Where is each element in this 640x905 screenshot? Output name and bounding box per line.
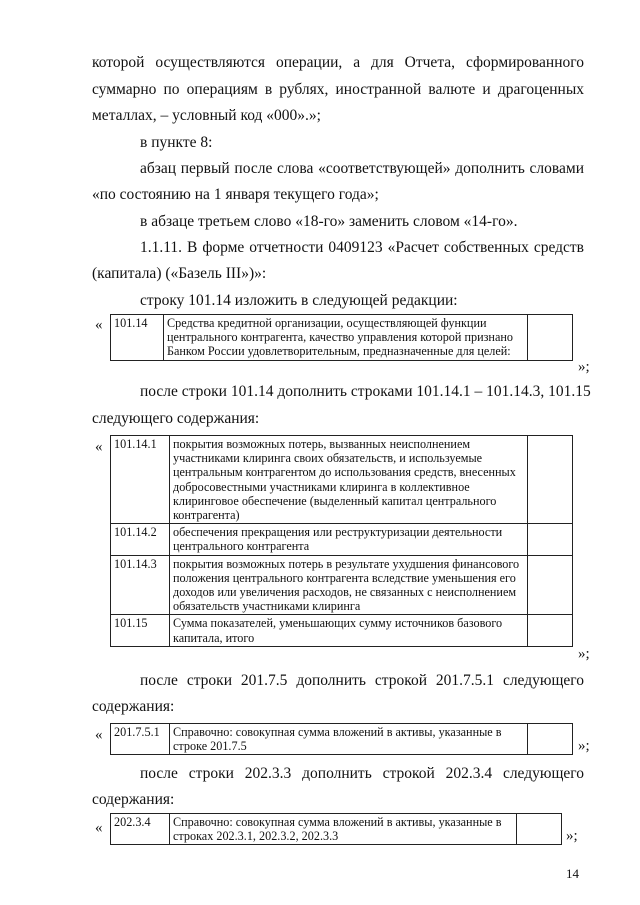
row-code: 101.14 bbox=[111, 315, 164, 361]
value-cell bbox=[517, 814, 562, 845]
row-description: Справочно: совокупная сумма вложений в активы, указанные в строках 202.3.1, 202.3.2, 202.3.3 bbox=[170, 814, 517, 845]
paragraph-line: после строки 202.3.3 дополнить строкой 202.3.4 следующего bbox=[140, 765, 584, 782]
quote-close: »; bbox=[578, 359, 590, 375]
row-description: Сумма показателей, уменьшающих сумму источников базового капитала, итого bbox=[170, 615, 528, 646]
paragraph-line: (капитала) («Базель III»)»: bbox=[92, 265, 267, 282]
paragraph-line: суммарно по операциям в рублях, иностранной валюте и драгоценных bbox=[92, 81, 584, 98]
row-code: 201.7.5.1 bbox=[111, 724, 170, 755]
paragraph-line: следующего содержания: bbox=[92, 410, 260, 427]
paragraph-line: в пункте 8: bbox=[140, 134, 213, 151]
table-201-7-5-1 bbox=[110, 723, 573, 755]
paragraph-line: абзац первый после слова «соответствующей» дополнить словами bbox=[140, 160, 584, 177]
paragraph-line: в абзаце третьем слово «18-го» заменить словом «14-го». bbox=[140, 213, 518, 230]
paragraph-line: строку 101.14 изложить в следующей редакции: bbox=[140, 292, 458, 309]
row-description: покрытия возможных потерь, вызванных неисполнением участниками клиринга своих обязательств, и используемые центральным контрагентом до использования средств, внесенных добросовестными участниками клиринга в коллективное клиринговое обеспечение (выделенный капитал центрального контрагента) bbox=[170, 436, 528, 524]
table-101-14-1-to-101-15 bbox=[110, 435, 573, 647]
quote-open: « bbox=[95, 820, 103, 836]
value-cell bbox=[528, 724, 573, 755]
row-code: 101.14.3 bbox=[111, 555, 170, 615]
quote-open: « bbox=[95, 727, 103, 743]
table-row bbox=[111, 814, 562, 845]
quote-close: »; bbox=[578, 738, 590, 754]
table-row bbox=[111, 724, 573, 755]
row-code: 101.14.2 bbox=[111, 524, 170, 555]
table-row bbox=[111, 315, 573, 361]
value-cell bbox=[528, 524, 573, 555]
paragraph-line: после строки 201.7.5 дополнить строкой 201.7.5.1 следующего bbox=[140, 672, 584, 689]
table-202-3-4 bbox=[110, 813, 562, 845]
row-code: 101.15 bbox=[111, 615, 170, 646]
row-description: обеспечения прекращения или реструктуризации деятельности центрального контрагента bbox=[170, 524, 528, 555]
value-cell bbox=[528, 555, 573, 615]
row-description: Средства кредитной организации, осуществляющей функции центрального контрагента, качество управления которой признано Банком России удовлетворительным, предназначенные для целей: bbox=[164, 315, 528, 361]
paragraph-line: металлах, – условный код «000».»; bbox=[92, 107, 321, 124]
paragraph-line: содержания: bbox=[92, 698, 175, 715]
value-cell bbox=[528, 315, 573, 361]
value-cell bbox=[528, 615, 573, 646]
paragraph-line: которой осуществляются операции, а для Отчета, сформированного bbox=[92, 54, 584, 71]
table-101-14 bbox=[110, 314, 573, 361]
paragraph-line: после строки 101.14 дополнить строками 101.14.1 – 101.14.3, 101.15 bbox=[140, 383, 591, 400]
paragraph-line: содержания: bbox=[92, 791, 175, 808]
value-cell bbox=[528, 436, 573, 524]
paragraph-line: 1.1.11. В форме отчетности 0409123 «Расчет собственных средств bbox=[140, 239, 584, 256]
row-code: 101.14.1 bbox=[111, 436, 170, 524]
quote-open: « bbox=[95, 439, 103, 455]
quote-close: »; bbox=[566, 828, 578, 844]
page-number: 14 bbox=[566, 866, 579, 881]
table-row bbox=[111, 615, 573, 646]
table-row bbox=[111, 436, 573, 524]
table-row bbox=[111, 524, 573, 555]
quote-close: »; bbox=[578, 646, 590, 662]
row-code: 202.3.4 bbox=[111, 814, 170, 845]
quote-open: « bbox=[95, 317, 103, 333]
row-description: Справочно: совокупная сумма вложений в активы, указанные в строке 201.7.5 bbox=[170, 724, 528, 755]
paragraph-line: «по состоянию на 1 января текущего года»; bbox=[92, 186, 379, 203]
table-row bbox=[111, 555, 573, 615]
row-description: покрытия возможных потерь в результате ухудшения финансового положения центрального контрагента вследствие уменьшения его доходов или увеличения расходов, не связанных с неисполнением обязательств участниками клиринга bbox=[170, 555, 528, 615]
